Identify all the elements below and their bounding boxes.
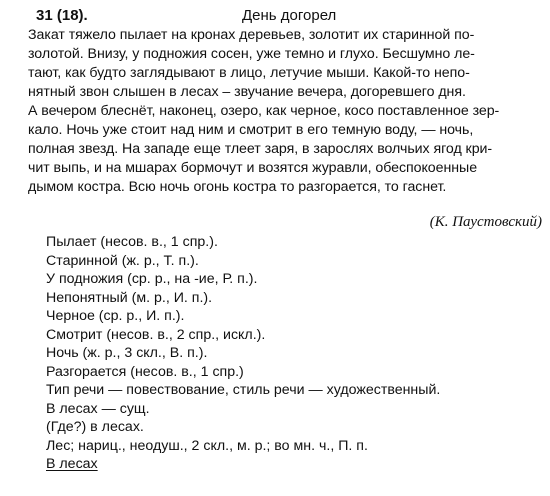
passage-line: чит выпь, и на мшарах бормочут и возятся журавли, обеспокоенные	[28, 160, 478, 176]
passage-author: (К. Паустовский)	[429, 214, 542, 230]
exercise-title: День догорел	[242, 7, 337, 24]
passage-line: Закат тяжело пылает на кронах деревьев, золотит их старинной по-	[28, 27, 475, 43]
passage-line: дымом костра. Всю ночь огонь костра то разгорается, то гаснет.	[28, 179, 447, 195]
analysis-line: Разгорается (несов. в., 1 спр.)	[46, 363, 244, 380]
analysis-line: Старинной (ж. р., Т. п.).	[46, 252, 199, 269]
analysis-line: Тип речи — повествование, стиль речи — художественный.	[46, 382, 441, 398]
exercise-header	[28, 6, 528, 26]
passage-line: полная звезд. На западе еще тлеет заря, в зарослях волчьих ягод кри-	[28, 141, 493, 157]
analysis-line: В лесах — сущ.	[46, 400, 150, 417]
analysis-line-underlined: В лесах	[46, 456, 98, 472]
passage-line: А вечером блеснёт, наконец, озеро, как черное, косо поставленное зер-	[28, 103, 500, 119]
passage-line: нятный звон слышен в лесах – звучание вечера, догоревшего дня.	[28, 84, 466, 100]
analysis-line: Непонятный (м. р., И. п.).	[46, 289, 213, 306]
passage-line: золотой. Внизу, у подножия сосен, уже темно и глухо. Бесшумно ле-	[28, 46, 475, 62]
analysis-line: Черное (ср. р., И. п.).	[46, 308, 185, 324]
passage-text	[28, 26, 543, 197]
analysis-line: Пылает (несов. в., 1 спр.).	[46, 234, 218, 250]
analysis-line: Ночь (ж. р., 3 скл., В. п.).	[46, 345, 208, 361]
passage-line: тают, как будто заглядывают в лицо, летучие мыши. Какой-то непо-	[28, 65, 470, 81]
analysis-line: (Где?) в лесах.	[46, 419, 144, 435]
analysis-line: Смотрит (несов. в., 2 спр., искл.).	[46, 326, 266, 343]
exercise-number: 31 (18).	[36, 7, 88, 24]
analysis-block	[46, 233, 536, 474]
passage-line: кало. Ночь уже стоит над ним и смотрит в его темную воду, — ночь,	[28, 122, 474, 138]
analysis-line: Лес; нариц., неодуш., 2 скл., м. р.; во мн. ч., П. п.	[46, 437, 368, 454]
analysis-line: У подножия (ср. р., на -ие, Р. п.).	[46, 271, 258, 287]
